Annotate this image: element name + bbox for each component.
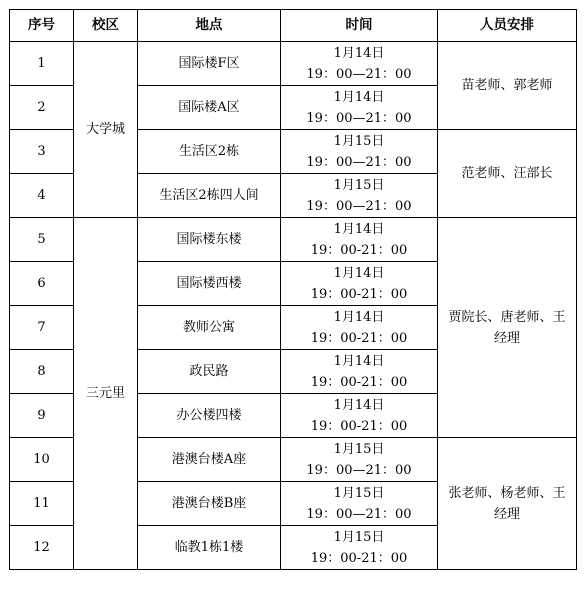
row-idx: 7 (10, 306, 74, 350)
header-campus: 校区 (74, 10, 138, 42)
time-text: 19：00—21：00 (306, 66, 412, 82)
date-text: 1月14日 (333, 221, 385, 237)
location-cell: 港澳台楼A座 (138, 438, 281, 482)
row-idx: 5 (10, 218, 74, 262)
campus-cell: 三元里 (74, 218, 138, 570)
header-time: 时间 (281, 10, 438, 42)
time-cell (281, 218, 438, 262)
time-text: 19：00—21：00 (306, 110, 412, 126)
header-staff: 人员安排 (438, 10, 577, 42)
row-idx: 6 (10, 262, 74, 306)
time-cell (281, 526, 438, 570)
time-cell (281, 482, 438, 526)
location-cell: 国际楼东楼 (138, 218, 281, 262)
time-text: 19：00—21：00 (306, 506, 412, 522)
header-idx: 序号 (10, 10, 74, 42)
date-text: 1月14日 (333, 397, 385, 413)
staff-line: 贾院长、唐老师、王 (448, 309, 566, 325)
time-text: 19：00-21：00 (310, 418, 408, 434)
time-cell (281, 306, 438, 350)
row-idx: 8 (10, 350, 74, 394)
date-text: 1月14日 (333, 45, 385, 61)
date-text: 1月15日 (333, 177, 385, 193)
time-text: 19：00—21：00 (306, 198, 412, 214)
date-text: 1月15日 (333, 485, 385, 501)
date-text: 1月15日 (333, 133, 385, 149)
table-row (10, 42, 577, 86)
campus-cell: 大学城 (74, 42, 138, 218)
staff-cell: 范老师、汪部长 (438, 130, 577, 218)
row-idx: 2 (10, 86, 74, 130)
time-cell (281, 42, 438, 86)
row-idx: 4 (10, 174, 74, 218)
staff-line: 经理 (493, 330, 520, 346)
time-text: 19：00—21：00 (306, 154, 412, 170)
time-cell (281, 350, 438, 394)
location-cell: 国际楼F区 (138, 42, 281, 86)
row-idx: 1 (10, 42, 74, 86)
time-text: 19：00-21：00 (310, 286, 408, 302)
time-cell (281, 86, 438, 130)
date-text: 1月14日 (333, 89, 385, 105)
time-text: 19：00—21：00 (306, 462, 412, 478)
location-cell: 办公楼四楼 (138, 394, 281, 438)
time-text: 19：00-21：00 (310, 242, 408, 258)
row-idx: 3 (10, 130, 74, 174)
location-cell: 生活区2栋四人间 (138, 174, 281, 218)
header-row (10, 10, 577, 42)
time-cell (281, 130, 438, 174)
location-cell: 教师公寓 (138, 306, 281, 350)
location-cell: 国际楼A区 (138, 86, 281, 130)
time-cell (281, 262, 438, 306)
time-cell (281, 174, 438, 218)
date-text: 1月14日 (333, 309, 385, 325)
row-idx: 10 (10, 438, 74, 482)
staff-line: 经理 (493, 506, 520, 522)
location-cell: 国际楼西楼 (138, 262, 281, 306)
time-text: 19：00-21：00 (310, 550, 408, 566)
date-text: 1月15日 (333, 441, 385, 457)
location-cell: 政民路 (138, 350, 281, 394)
location-cell: 生活区2栋 (138, 130, 281, 174)
table-row (10, 218, 577, 262)
date-text: 1月14日 (333, 265, 385, 281)
row-idx: 11 (10, 482, 74, 526)
header-location: 地点 (138, 10, 281, 42)
staff-line: 张老师、杨老师、王 (448, 485, 566, 501)
schedule-table (9, 9, 577, 570)
location-cell: 港澳台楼B座 (138, 482, 281, 526)
date-text: 1月15日 (333, 529, 385, 545)
time-cell (281, 394, 438, 438)
row-idx: 12 (10, 526, 74, 570)
location-cell: 临教1栋1楼 (138, 526, 281, 570)
row-idx: 9 (10, 394, 74, 438)
staff-cell (438, 438, 577, 570)
date-text: 1月14日 (333, 353, 385, 369)
time-text: 19：00-21：00 (310, 330, 408, 346)
staff-cell: 苗老师、郭老师 (438, 42, 577, 130)
staff-cell (438, 218, 577, 438)
time-cell (281, 438, 438, 482)
time-text: 19：00-21：00 (310, 374, 408, 390)
